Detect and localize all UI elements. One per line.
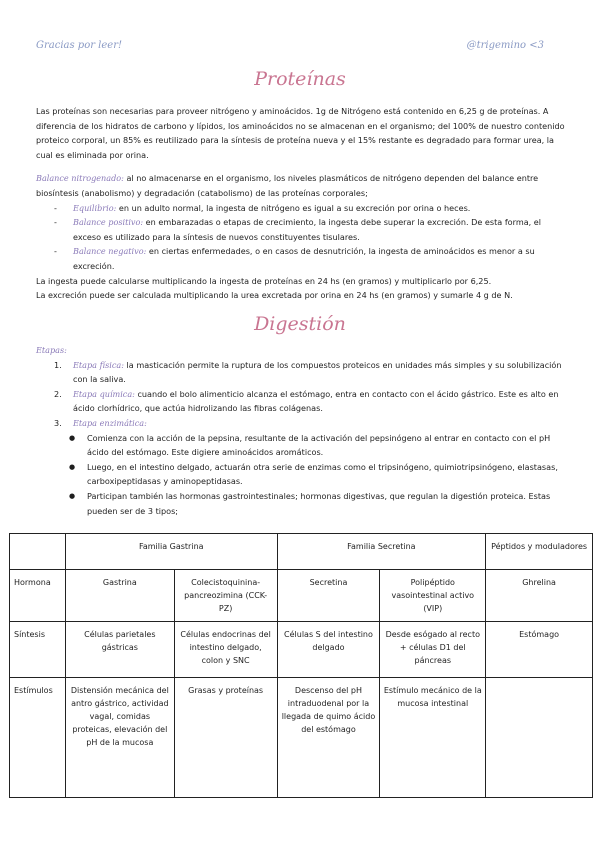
- table-cell: Gastrina: [65, 570, 174, 622]
- step-number: 3.: [54, 417, 62, 428]
- proteinas-intro: [36, 104, 566, 303]
- header-right-handle: @trigemino <3: [466, 40, 544, 51]
- hormonas-table: [9, 533, 593, 798]
- etapa-quimica: [36, 387, 566, 416]
- table-header-row: [10, 534, 593, 570]
- family-gastrina-header: Familia Gastrina: [65, 534, 277, 570]
- step-number: 1.: [54, 359, 62, 370]
- balance-text: al no almacenarse en el organismo, los niveles plasmáticos de nitrógeno dependen del balance entre biosíntesis (anabolismo) y degradación (catabolismo) de las proteínas corporales;: [36, 173, 539, 198]
- table-row-hormona: [10, 570, 593, 622]
- table-cell: Estímulo mecánico de la mucosa intestinal: [380, 678, 486, 798]
- etapas-list: [36, 358, 566, 431]
- table-cell: Polipéptido vasointestinal activo (VIP): [380, 570, 486, 622]
- table-cell: Células parietales gástricas: [65, 622, 174, 678]
- bullet-item: ● Luego, en el intestino delgado, actuarán otra serie de enzimas como el tripsinógeno, quimiotripsinógeno, elastasas, carboxipeptidasas y aminopeptidasas.: [36, 460, 566, 489]
- item-text: en embarazadas o etapas de crecimiento, la ingesta debe superar la excreción. De esta forma, el exceso es utilizado para la síntesis de nuevos constituyentes tisulares.: [73, 217, 542, 242]
- item-term: Balance negativo:: [73, 246, 147, 257]
- item-term: Equilibrio:: [73, 202, 117, 213]
- table-cell: Distensión mecánica del antro gástrico, actividad vagal, comidas proteicas, elevación del pH de la mucosa: [65, 678, 174, 798]
- excrecion-line: La excreción puede ser calculada multiplicando la urea excretada por orina en 24 hs (en gramos) y sumarle 4 g de N.: [36, 290, 513, 301]
- step-number: 2.: [54, 388, 62, 399]
- table-cell: Descenso del pH intraduodenal por la llegada de quimo ácido del estómago: [277, 678, 380, 798]
- row-label: Hormona: [10, 570, 66, 622]
- ingesta-line: La ingesta puede calcularse multiplicando la ingesta de proteínas en 24 hs (en gramos) y multiplicarlo por 6,25.: [36, 275, 492, 286]
- etapas-label: Etapas:: [36, 345, 67, 355]
- item-text: en ciertas enfermedades, o en casos de desnutrición, la ingesta de aminoácidos es menor a su excreción.: [73, 246, 535, 271]
- item-text: en un adulto normal, la ingesta de nitrógeno es igual a su excreción por orina o heces.: [116, 202, 471, 213]
- table-row-sintesis: [10, 622, 593, 678]
- bullet-item: ● Participan también las hormonas gastrointestinales; hormonas digestivas, que regulan la digestión proteica. Estas pueden ser de 3 tipos;: [36, 489, 566, 518]
- family-peptidos-header: Péptidos y moduladores: [486, 534, 593, 570]
- enzimatica-bullets: [36, 431, 566, 519]
- table-cell: Células S del intestino delgado: [277, 622, 380, 678]
- bullet-item: ● Comienza con la acción de la pepsina, resultante de la activación del pepsinógeno al entrar en contacto con el pH ácido del estómago. Este digiere aminoácidos aromáticos.: [36, 431, 566, 460]
- table-cell: Colecistoquinina-pancreozimina (CCK-PZ): [174, 570, 277, 622]
- step-term: Etapa enzimática:: [73, 417, 147, 428]
- item-term: Balance positivo:: [73, 217, 144, 228]
- table-cell: Células endocrinas del intestino delgado, colon y SNC: [174, 622, 277, 678]
- table-cell: Estómago: [486, 622, 593, 678]
- etapa-enzimatica: [36, 416, 566, 431]
- step-text: la masticación permite la ruptura de los compuestos proteicos en unidades más simples y su solubilización con la saliva.: [73, 359, 562, 385]
- balance-list: [36, 201, 566, 274]
- section-title-proteinas: Proteínas: [254, 68, 346, 90]
- step-text: cuando el bolo alimenticio alcanza el estómago, entra en contacto con el ácido gástrico. Este es alto en ácido clorhídrico, que actúa hidrolizando las fibras colágenas.: [73, 388, 559, 414]
- balance-item-equilibrio: [36, 201, 566, 216]
- balance-term: Balance nitrogenado:: [36, 173, 124, 184]
- digestion-body: [36, 343, 566, 518]
- table-cell: Grasas y proteínas: [174, 678, 277, 798]
- balance-item-positivo: [36, 215, 566, 244]
- etapa-fisica: [36, 358, 566, 387]
- balance-item-negativo: [36, 244, 566, 273]
- header-left-note: Gracias por leer!: [36, 40, 123, 51]
- table-cell: Ghrelina: [486, 570, 593, 622]
- table-cell: Desde esógado al recto + células D1 del páncreas: [380, 622, 486, 678]
- row-label: Síntesis: [10, 622, 66, 678]
- step-term: Etapa química:: [73, 388, 135, 399]
- family-secretina-header: Familia Secretina: [277, 534, 486, 570]
- table-row-estimulos: [10, 678, 593, 798]
- intro-paragraph: Las proteínas son necesarias para proveer nitrógeno y aminoácidos. 1g de Nitrógeno está contenido en 6,25 g de proteínas. A diferencia de los hidratos de carbono y lípidos, los aminoácidos no se almacenan en el organismo; del 100% de nuestro contenido proteico corporal, un 85% es reutilizado para la síntesis de proteína nueva y el 15% restante es degradado para formar urea, la cual es eliminada por orina.: [36, 106, 565, 160]
- step-term: Etapa física:: [73, 359, 124, 370]
- balance-paragraph: [36, 171, 566, 200]
- row-label: Estímulos: [10, 678, 66, 798]
- table-cell: [486, 678, 593, 798]
- section-title-digestion: Digestión: [254, 313, 346, 335]
- table-corner-cell: [10, 534, 66, 570]
- table-cell: Secretina: [277, 570, 380, 622]
